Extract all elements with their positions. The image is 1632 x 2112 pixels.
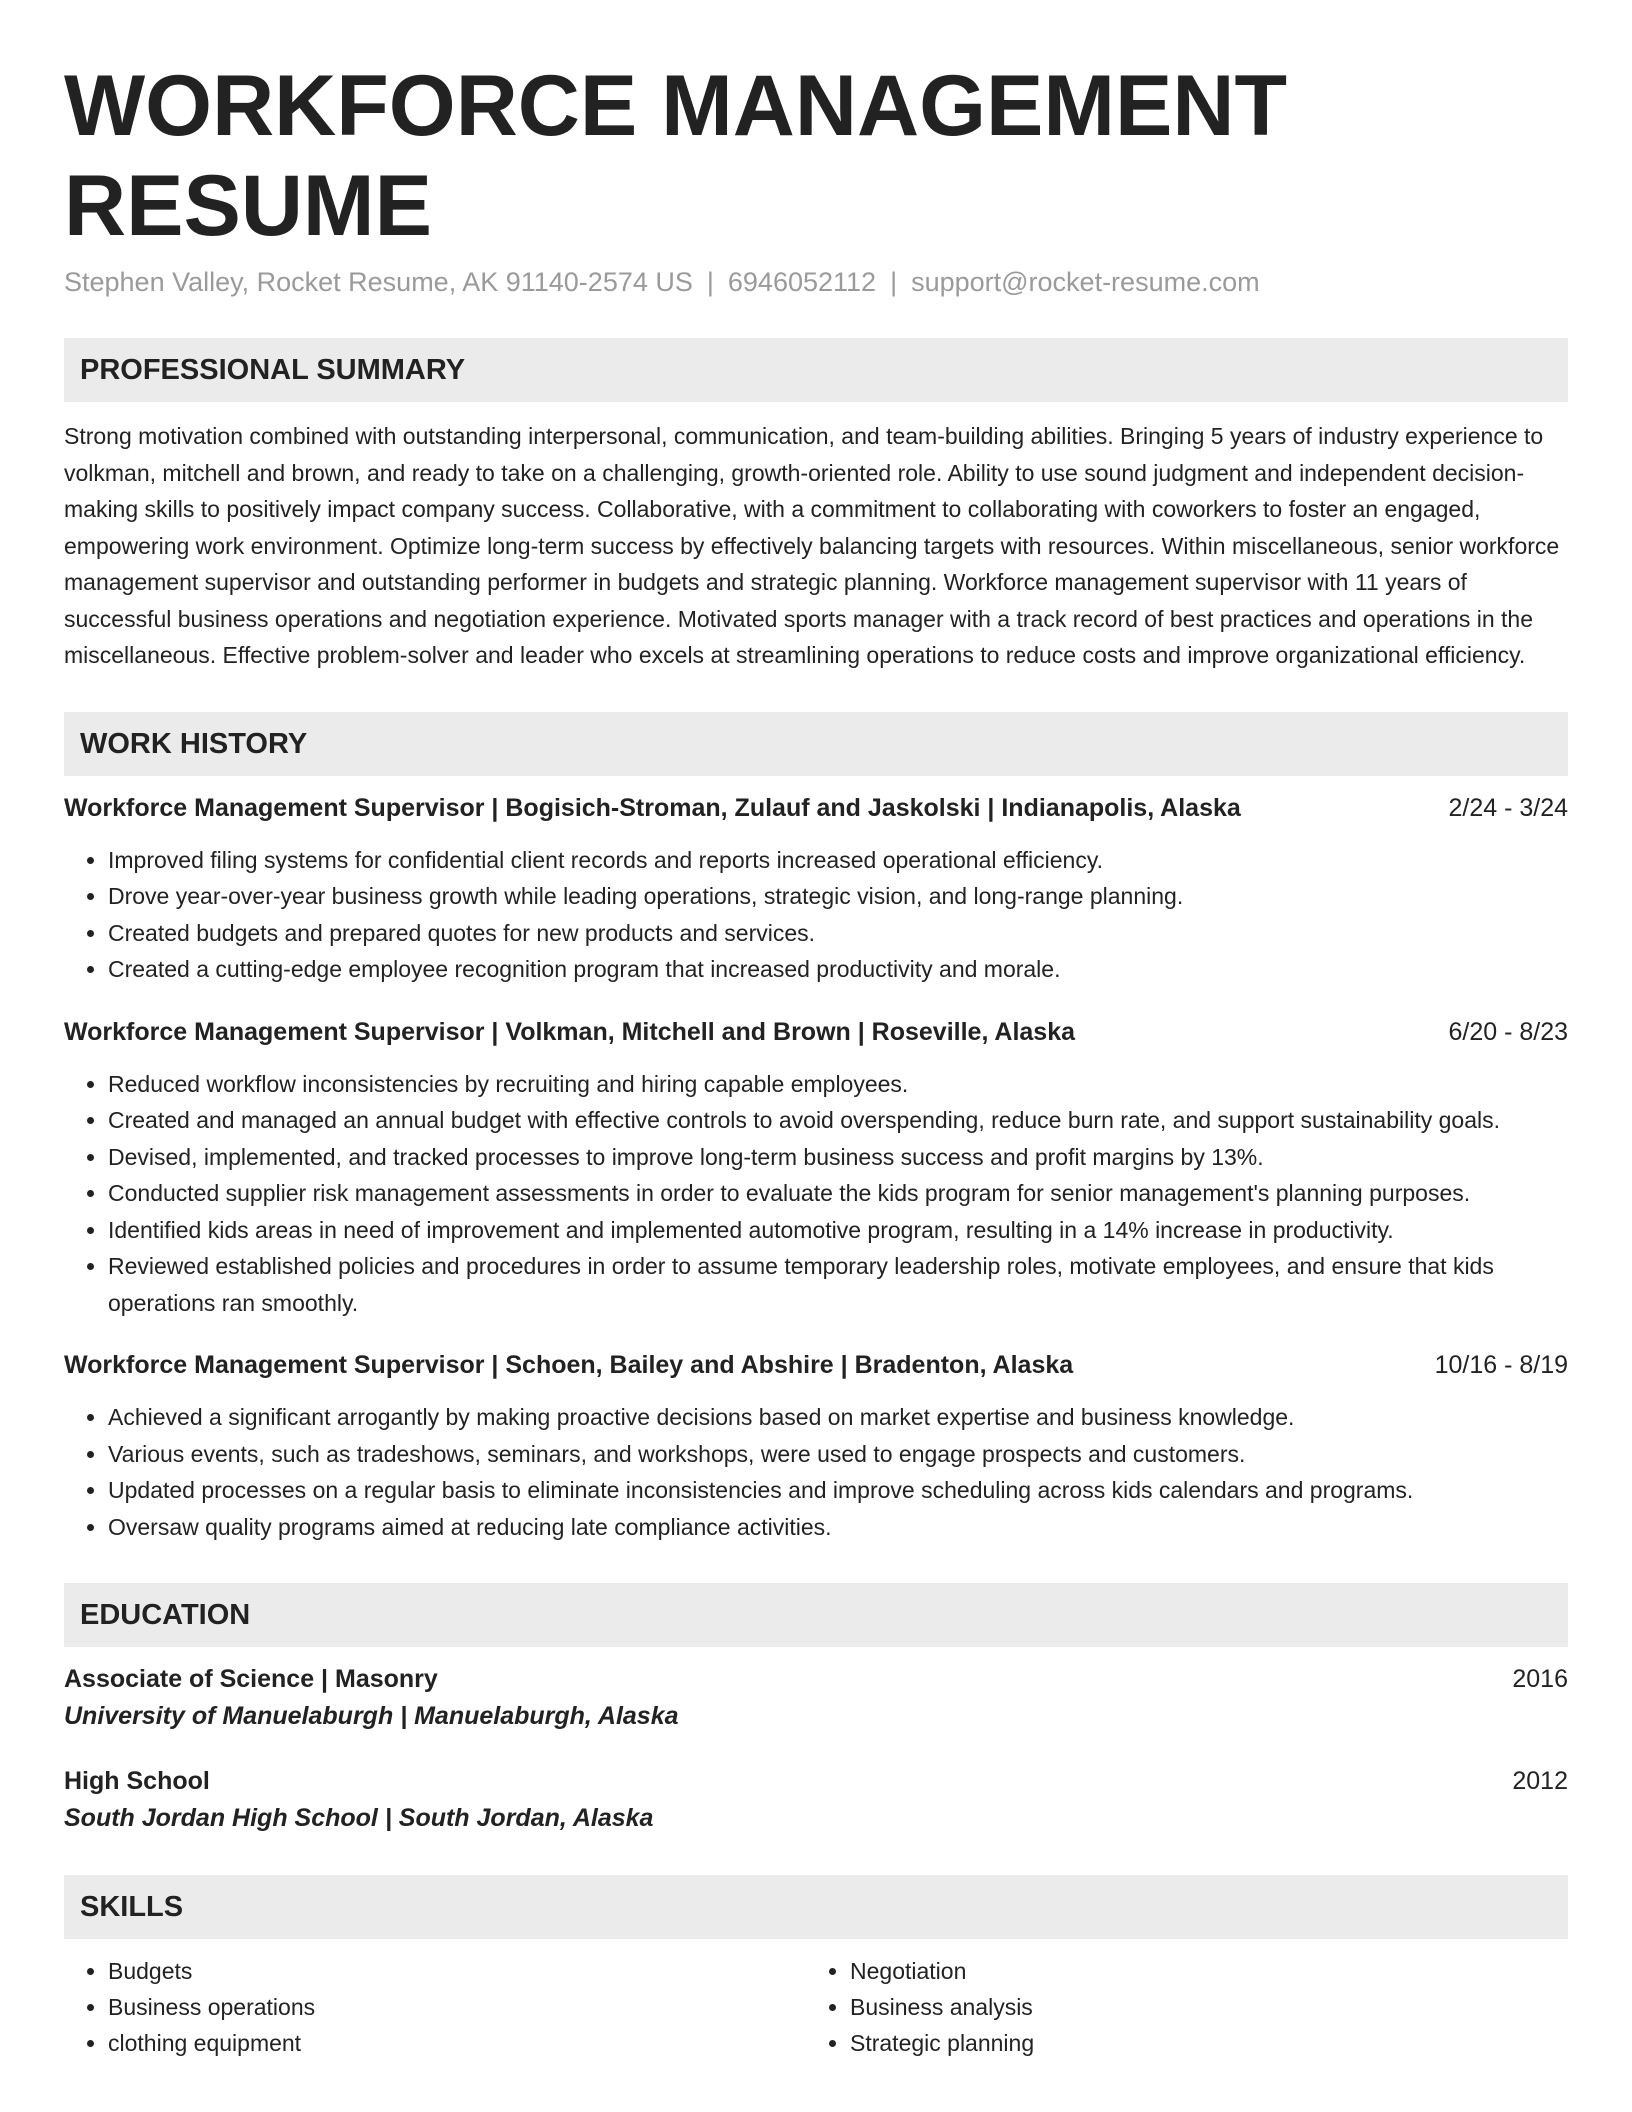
contact-address: Stephen Valley, Rocket Resume, AK 91140-2574 US <box>64 267 693 297</box>
job-date: 6/20 - 8/23 <box>1448 1017 1568 1046</box>
section-heading-skills: SKILLS <box>64 1875 1568 1939</box>
summary-text: Strong motivation combined with outstanding interpersonal, communication, and team-building abilities. Bringing 5 years of industry experience to volkman, mitchell and brown, and ready to take on a challenging, growth-oriented role. Ability to use sound judgment and independent decision-making skills to positively impact company success. Collaborative, with a commitment to collaborating with coworkers to foster an engaged, empowering work environment. Optimize long-term success by effectively balancing targets with resources. Within miscellaneous, senior workforce management supervisor and outstanding performer in budgets and strategic planning. Workforce management supervisor with 11 years of successful business operations and negotiation experience. Motivated sports manager with a track record of best practices and operations in the miscellaneous. Effective problem-solver and leader who excels at streamlining operations to reduce costs and improve organizational efficiency. <box>64 423 1560 668</box>
skill-item: • Business operations <box>108 1989 806 2025</box>
contact-separator: | <box>890 267 898 297</box>
job-bullet: • Updated processes on a regular basis to eliminate inconsistencies and improve scheduling across kids calendars and programs. <box>108 1472 1568 1509</box>
job-entry <box>64 1347 1568 1545</box>
section-heading-summary: PROFESSIONAL SUMMARY <box>64 338 1568 402</box>
education-header <box>64 1763 1568 1799</box>
job-bullet: • Devised, implemented, and tracked processes to improve long-term business success and profit margins by 13%. <box>108 1139 1568 1176</box>
contact-line <box>64 264 1568 300</box>
job-bullets <box>64 1066 1568 1322</box>
education-entry <box>64 1661 1568 1735</box>
job-entry <box>64 790 1568 988</box>
job-title: Workforce Management Supervisor | Schoen, Bailey and Abshire | Bradenton, Alaska <box>64 1351 1074 1379</box>
job-bullets <box>64 1399 1568 1545</box>
education-year: 2012 <box>1512 1767 1568 1795</box>
job-bullet: • Created a cutting-edge employee recognition program that increased productivity and morale. <box>108 951 1568 988</box>
job-header <box>64 1347 1568 1383</box>
education-degree: Associate of Science | Masonry <box>64 1665 438 1693</box>
skill-item: • Business analysis <box>850 1989 1548 2025</box>
contact-email: support@rocket-resume.com <box>911 267 1260 297</box>
skill-item: • Negotiation <box>850 1953 1548 1989</box>
job-title: Workforce Management Supervisor | Bogisich-Stroman, Zulauf and Jaskolski | Indianapolis, Alaska <box>64 793 1241 822</box>
job-bullets <box>64 842 1568 988</box>
education-year: 2016 <box>1512 1665 1568 1693</box>
education-school: South Jordan High School | South Jordan, Alaska <box>64 1804 654 1832</box>
job-date: 2/24 - 3/24 <box>1448 793 1568 822</box>
job-header <box>64 790 1568 826</box>
skill-item: • Budgets <box>108 1953 806 1989</box>
skill-item: • Strategic planning <box>850 2025 1548 2061</box>
skills-column-right <box>806 1953 1548 2061</box>
contact-phone: 6946052112 <box>727 267 877 297</box>
contact-separator: | <box>706 267 714 297</box>
job-bullet: • Drove year-over-year business growth while leading operations, strategic vision, and long-range planning. <box>108 878 1568 915</box>
job-title: Workforce Management Supervisor | Volkman, Mitchell and Brown | Roseville, Alaska <box>64 1017 1076 1046</box>
resume-title: WORKFORCE MANAGEMENT RESUME <box>64 58 1288 254</box>
resume-page <box>64 56 1568 2061</box>
section-heading-education: EDUCATION <box>64 1583 1568 1647</box>
job-bullet: • Improved filing systems for confidential client records and reports increased operational efficiency. <box>108 842 1568 879</box>
skills-column-left <box>64 1953 806 2061</box>
skills-list <box>64 1953 1568 2061</box>
job-bullet: • Identified kids areas in need of improvement and implemented automotive program, resulting in a 14% increase in productivity. <box>108 1212 1568 1249</box>
skill-item: • clothing equipment <box>108 2025 806 2061</box>
education-header <box>64 1661 1568 1697</box>
job-bullet: • Oversaw quality programs aimed at reducing late compliance activities. <box>108 1509 1568 1546</box>
job-bullet: • Reviewed established policies and procedures in order to assume temporary leadership roles, motivate employees, and ensure that kids operations ran smoothly. <box>108 1248 1568 1321</box>
job-bullet: • Reduced workflow inconsistencies by recruiting and hiring capable employees. <box>108 1066 1568 1103</box>
job-bullet: • Conducted supplier risk management assessments in order to evaluate the kids program for senior management's planning purposes. <box>108 1175 1568 1212</box>
job-bullet: • Created and managed an annual budget with effective controls to avoid overspending, reduce burn rate, and support sustainability goals. <box>108 1102 1568 1139</box>
education-degree: High School <box>64 1767 210 1795</box>
education-school: University of Manuelaburgh | Manuelaburgh, Alaska <box>64 1702 679 1730</box>
job-date: 10/16 - 8/19 <box>1434 1351 1568 1379</box>
job-header <box>64 1014 1568 1050</box>
education-entry <box>64 1763 1568 1837</box>
job-bullet: • Various events, such as tradeshows, seminars, and workshops, were used to engage prospects and customers. <box>108 1436 1568 1473</box>
job-entry <box>64 1014 1568 1322</box>
job-bullet: • Achieved a significant arrogantly by making proactive decisions based on market expertise and business knowledge. <box>108 1399 1568 1436</box>
section-heading-work-history: WORK HISTORY <box>64 712 1568 776</box>
job-bullet: • Created budgets and prepared quotes for new products and services. <box>108 915 1568 952</box>
